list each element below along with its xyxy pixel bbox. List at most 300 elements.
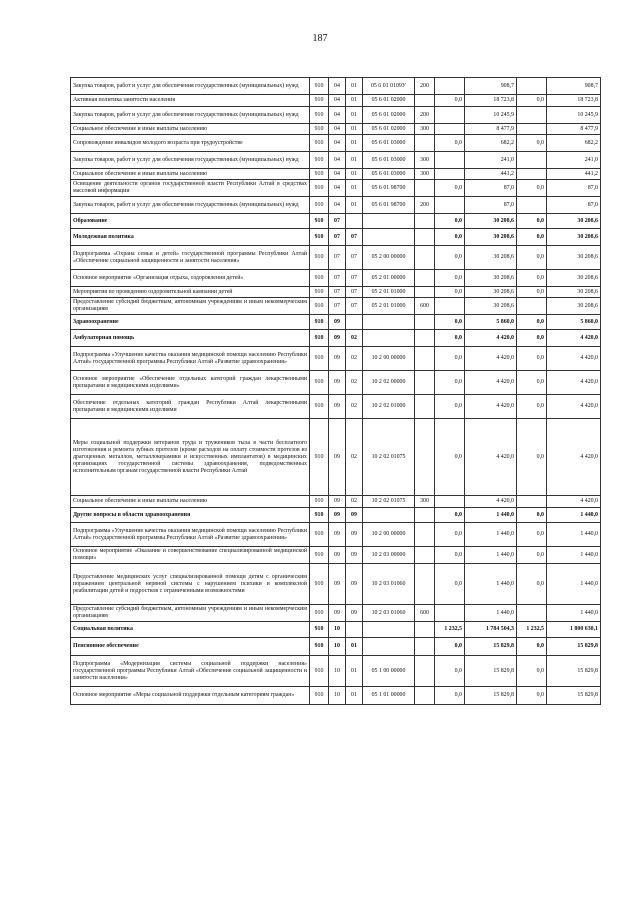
cell-csr: 05 2 01 01000 xyxy=(363,287,415,298)
cell-vr: 300 xyxy=(415,169,435,180)
cell-razdel: 04 xyxy=(329,180,346,197)
cell-name: Основное мероприятие «Оказание и совершенствование специализированной медицинской помощи» xyxy=(71,547,310,564)
cell-csr: 05 1 01 00000 xyxy=(363,687,415,705)
cell-amount-b: 1 440,0 xyxy=(465,605,517,622)
table-row xyxy=(71,229,601,246)
cell-razdel: 09 xyxy=(329,547,346,564)
cell-razdel: 04 xyxy=(329,197,346,214)
cell-name: Предоставление субсидий бюджетным, автономным учреждениям и иным некоммерческим организациям xyxy=(71,605,310,622)
cell-amount-a: 0,0 xyxy=(435,180,465,197)
cell-name: Основное мероприятие «Меры социальной поддержки отдельным категориям граждан» xyxy=(71,687,310,705)
cell-vr xyxy=(415,622,435,638)
table-row xyxy=(71,347,601,371)
table-row xyxy=(71,622,601,638)
cell-amount-total: 4 420,0 xyxy=(547,496,601,508)
cell-vr xyxy=(415,687,435,705)
cell-podrazdel: 07 xyxy=(346,229,363,246)
cell-podrazdel: 01 xyxy=(346,638,363,656)
cell-amount-total: 30 208,6 xyxy=(547,287,601,298)
cell-razdel: 04 xyxy=(329,135,346,152)
cell-vr xyxy=(415,214,435,229)
cell-name: Сопровождение инвалидов молодого возраста при трудоустройстве xyxy=(71,135,310,152)
cell-amount-b: 18 723,8 xyxy=(465,95,517,107)
cell-vr: 300 xyxy=(415,124,435,135)
cell-vr xyxy=(415,395,435,419)
cell-amount-c: 0,0 xyxy=(517,347,547,371)
cell-amount-b: 15 829,8 xyxy=(465,638,517,656)
cell-csr: 10 2 00 00000 xyxy=(363,523,415,547)
cell-amount-total: 30 208,6 xyxy=(547,214,601,229)
cell-name: Предоставление медицинских услуг специализированной помощи детям с органическим поражением центральной нервной системы с нарушением психики и комплексной реабилитации детей и подростков с ограниченными возможностями xyxy=(71,564,310,605)
table-row xyxy=(71,687,601,705)
cell-amount-a xyxy=(435,152,465,169)
cell-amount-total: 30 208,6 xyxy=(547,246,601,270)
cell-amount-b: 1 440,0 xyxy=(465,547,517,564)
cell-razdel: 10 xyxy=(329,638,346,656)
cell-amount-a xyxy=(435,107,465,124)
cell-amount-c xyxy=(517,496,547,508)
cell-amount-c xyxy=(517,197,547,214)
cell-amount-b: 682,2 xyxy=(465,135,517,152)
cell-podrazdel: 02 xyxy=(346,395,363,419)
cell-amount-b: 8 477,9 xyxy=(465,124,517,135)
cell-razdel: 07 xyxy=(329,270,346,287)
cell-amount-c: 0,0 xyxy=(517,508,547,523)
cell-ved: 910 xyxy=(310,229,329,246)
cell-csr xyxy=(363,622,415,638)
table-row xyxy=(71,315,601,330)
table-row xyxy=(71,197,601,214)
cell-amount-total: 1 440,0 xyxy=(547,547,601,564)
table-row xyxy=(71,152,601,169)
cell-amount-total: 1 440,0 xyxy=(547,605,601,622)
cell-amount-b: 10 245,9 xyxy=(465,107,517,124)
cell-name: Освещение деятельности органов государственной власти Республики Алтай в средствах массовой информации xyxy=(71,180,310,197)
cell-podrazdel: 01 xyxy=(346,656,363,687)
cell-razdel: 09 xyxy=(329,419,346,496)
cell-vr: 600 xyxy=(415,298,435,315)
table-row xyxy=(71,547,601,564)
cell-amount-b: 4 420,0 xyxy=(465,496,517,508)
cell-amount-b: 87,0 xyxy=(465,180,517,197)
cell-amount-a: 0,0 xyxy=(435,656,465,687)
cell-name: Закупка товаров, работ и услуг для обеспечения государственных (муниципальных) нужд xyxy=(71,78,310,95)
cell-podrazdel: 01 xyxy=(346,197,363,214)
cell-amount-total: 15 829,8 xyxy=(547,638,601,656)
cell-name: Закупка товаров, работ и услуг для обеспечения государственных (муниципальных) нужд xyxy=(71,197,310,214)
cell-podrazdel: 02 xyxy=(346,419,363,496)
cell-amount-a xyxy=(435,298,465,315)
cell-razdel: 04 xyxy=(329,124,346,135)
cell-vr: 300 xyxy=(415,496,435,508)
cell-ved: 910 xyxy=(310,395,329,419)
cell-csr xyxy=(363,315,415,330)
cell-amount-a: 1 232,5 xyxy=(435,622,465,638)
cell-razdel: 09 xyxy=(329,371,346,395)
cell-podrazdel: 01 xyxy=(346,687,363,705)
cell-amount-c: 0,0 xyxy=(517,95,547,107)
cell-amount-a xyxy=(435,496,465,508)
cell-ved: 910 xyxy=(310,270,329,287)
cell-ved: 910 xyxy=(310,95,329,107)
cell-amount-b: 87,0 xyxy=(465,197,517,214)
cell-razdel: 10 xyxy=(329,622,346,638)
cell-amount-c: 0,0 xyxy=(517,564,547,605)
cell-amount-c: 1 232,5 xyxy=(517,622,547,638)
cell-amount-a: 0,0 xyxy=(435,547,465,564)
table-row xyxy=(71,371,601,395)
cell-ved: 910 xyxy=(310,547,329,564)
cell-amount-b: 4 420,0 xyxy=(465,347,517,371)
cell-podrazdel xyxy=(346,622,363,638)
cell-amount-total: 1 440,0 xyxy=(547,508,601,523)
cell-amount-total: 30 208,6 xyxy=(547,298,601,315)
cell-vr xyxy=(415,564,435,605)
cell-podrazdel: 02 xyxy=(346,371,363,395)
table-row xyxy=(71,638,601,656)
cell-razdel: 04 xyxy=(329,78,346,95)
cell-vr xyxy=(415,135,435,152)
cell-amount-b: 1 440,0 xyxy=(465,508,517,523)
cell-ved: 910 xyxy=(310,169,329,180)
cell-vr xyxy=(415,656,435,687)
cell-razdel: 07 xyxy=(329,229,346,246)
cell-name: Основное мероприятие «Организация отдыха, оздоровления детей» xyxy=(71,270,310,287)
cell-name: Подпрограмма «Охрана семьи и детей» государственной программы Республики Алтай «Обеспечение социальной защищенности и занятости населения» xyxy=(71,246,310,270)
cell-vr xyxy=(415,270,435,287)
cell-razdel: 07 xyxy=(329,287,346,298)
cell-amount-b: 30 208,6 xyxy=(465,298,517,315)
cell-vr xyxy=(415,508,435,523)
cell-name: Образование xyxy=(71,214,310,229)
cell-ved: 910 xyxy=(310,124,329,135)
cell-amount-total: 8 477,9 xyxy=(547,124,601,135)
table-row xyxy=(71,78,601,95)
table-row xyxy=(71,496,601,508)
cell-amount-c xyxy=(517,605,547,622)
cell-vr xyxy=(415,547,435,564)
cell-razdel: 10 xyxy=(329,687,346,705)
cell-razdel: 09 xyxy=(329,395,346,419)
cell-podrazdel: 02 xyxy=(346,330,363,347)
cell-name: Социальное обеспечение и иные выплаты населению xyxy=(71,124,310,135)
cell-podrazdel: 07 xyxy=(346,287,363,298)
table-row xyxy=(71,605,601,622)
cell-csr: 05 2 01 00000 xyxy=(363,270,415,287)
cell-razdel: 09 xyxy=(329,605,346,622)
cell-amount-c: 0,0 xyxy=(517,246,547,270)
cell-amount-c: 0,0 xyxy=(517,547,547,564)
cell-vr xyxy=(415,330,435,347)
table-row xyxy=(71,180,601,197)
cell-amount-total: 87,0 xyxy=(547,197,601,214)
cell-amount-a: 0,0 xyxy=(435,330,465,347)
cell-amount-a: 0,0 xyxy=(435,135,465,152)
cell-csr xyxy=(363,229,415,246)
cell-amount-b: 15 829,8 xyxy=(465,687,517,705)
cell-ved: 910 xyxy=(310,180,329,197)
cell-amount-b: 1 784 504,3 xyxy=(465,622,517,638)
cell-ved: 910 xyxy=(310,246,329,270)
cell-amount-total: 1 800 630,1 xyxy=(547,622,601,638)
cell-vr: 600 xyxy=(415,605,435,622)
cell-amount-c xyxy=(517,78,547,95)
cell-amount-a xyxy=(435,78,465,95)
cell-vr xyxy=(415,371,435,395)
cell-amount-a xyxy=(435,124,465,135)
cell-amount-total: 15 829,8 xyxy=(547,687,601,705)
cell-amount-total: 10 245,9 xyxy=(547,107,601,124)
table-row xyxy=(71,107,601,124)
cell-name: Амбулаторная помощь xyxy=(71,330,310,347)
cell-amount-c: 0,0 xyxy=(517,419,547,496)
cell-razdel: 10 xyxy=(329,656,346,687)
cell-vr: 200 xyxy=(415,197,435,214)
cell-name: Обеспечение отдельных категорий граждан Республики Алтай лекарственными препаратами и медицинскими изделиями xyxy=(71,395,310,419)
cell-vr xyxy=(415,180,435,197)
cell-amount-b: 4 420,0 xyxy=(465,419,517,496)
cell-amount-b: 30 208,6 xyxy=(465,270,517,287)
cell-csr: 05 6 01 02000 xyxy=(363,95,415,107)
cell-amount-total: 5 860,0 xyxy=(547,315,601,330)
cell-amount-total: 441,2 xyxy=(547,169,601,180)
cell-csr: 10 2 02 00000 xyxy=(363,371,415,395)
cell-amount-c xyxy=(517,169,547,180)
cell-razdel: 04 xyxy=(329,107,346,124)
cell-amount-total: 682,2 xyxy=(547,135,601,152)
budget-table xyxy=(70,77,601,705)
cell-amount-b: 30 208,6 xyxy=(465,229,517,246)
table-row xyxy=(71,508,601,523)
cell-amount-c xyxy=(517,124,547,135)
cell-name: Закупка товаров, работ и услуг для обеспечения государственных (муниципальных) нужд xyxy=(71,107,310,124)
table-row xyxy=(71,214,601,229)
cell-vr xyxy=(415,315,435,330)
table-row xyxy=(71,124,601,135)
cell-amount-b: 441,2 xyxy=(465,169,517,180)
cell-razdel: 04 xyxy=(329,152,346,169)
cell-amount-c: 0,0 xyxy=(517,656,547,687)
cell-amount-total: 87,0 xyxy=(547,180,601,197)
table-row xyxy=(71,95,601,107)
cell-amount-c xyxy=(517,152,547,169)
cell-amount-b: 1 440,0 xyxy=(465,564,517,605)
page-number: 187 xyxy=(312,33,328,44)
cell-csr: 10 2 03 00000 xyxy=(363,547,415,564)
cell-ved: 910 xyxy=(310,78,329,95)
cell-amount-b: 30 208,6 xyxy=(465,214,517,229)
cell-name: Подпрограмма «Модернизация системы социальной поддержки населения» государственной программы Республики Алтай «Обеспечение социальной защищенности и занятости населения» xyxy=(71,656,310,687)
cell-amount-a: 0,0 xyxy=(435,246,465,270)
cell-amount-c: 0,0 xyxy=(517,287,547,298)
cell-amount-a: 0,0 xyxy=(435,270,465,287)
cell-amount-total: 4 420,0 xyxy=(547,330,601,347)
cell-podrazdel xyxy=(346,214,363,229)
cell-razdel: 09 xyxy=(329,496,346,508)
cell-amount-b: 15 829,8 xyxy=(465,656,517,687)
cell-ved: 910 xyxy=(310,564,329,605)
cell-ved: 910 xyxy=(310,638,329,656)
cell-podrazdel: 09 xyxy=(346,564,363,605)
cell-csr xyxy=(363,508,415,523)
cell-csr: 10 2 02 01000 xyxy=(363,395,415,419)
cell-amount-c: 0,0 xyxy=(517,330,547,347)
cell-amount-b: 30 208,6 xyxy=(465,287,517,298)
cell-ved: 910 xyxy=(310,687,329,705)
cell-amount-a xyxy=(435,605,465,622)
cell-name: Предоставление субсидий бюджетным, автономным учреждениям и иным некоммерческим организациям xyxy=(71,298,310,315)
cell-amount-b: 1 440,0 xyxy=(465,523,517,547)
cell-name: Подпрограмма «Улучшение качества оказания медицинской помощи населению Республики Алтай» государственной программы Республики Алтай «Развитие здравоохранения» xyxy=(71,347,310,371)
cell-amount-b: 30 208,6 xyxy=(465,246,517,270)
cell-amount-total: 30 208,6 xyxy=(547,229,601,246)
cell-razdel: 09 xyxy=(329,347,346,371)
table-row xyxy=(71,419,601,496)
cell-amount-a: 0,0 xyxy=(435,371,465,395)
cell-amount-b: 4 420,0 xyxy=(465,330,517,347)
cell-name: Меры социальной поддержки ветеранов труда и тружеников тыла в части бесплатного изготовления и ремонта зубных протезов (кроме расходов на оплату стоимости протезов из драгоценных металлов, металлокерамики и искусственных имплантатов) в медицинских организациях государственной системы здравоохранения, подведомственных исполнительным органам государственной власти Республики Алтай xyxy=(71,419,310,496)
cell-csr: 10 2 03 01060 xyxy=(363,564,415,605)
cell-amount-b: 4 420,0 xyxy=(465,371,517,395)
cell-vr xyxy=(415,287,435,298)
cell-csr: 05 6 01 98700 xyxy=(363,197,415,214)
cell-amount-total: 4 420,0 xyxy=(547,395,601,419)
cell-amount-a xyxy=(435,169,465,180)
table-row xyxy=(71,395,601,419)
cell-razdel: 07 xyxy=(329,298,346,315)
cell-razdel: 07 xyxy=(329,246,346,270)
cell-razdel: 04 xyxy=(329,95,346,107)
cell-amount-c: 0,0 xyxy=(517,315,547,330)
cell-vr xyxy=(415,638,435,656)
cell-vr: 200 xyxy=(415,107,435,124)
cell-amount-c: 0,0 xyxy=(517,214,547,229)
cell-podrazdel: 09 xyxy=(346,547,363,564)
cell-amount-b: 241,0 xyxy=(465,152,517,169)
cell-csr: 05 1 00 00000 xyxy=(363,656,415,687)
cell-podrazdel: 09 xyxy=(346,523,363,547)
cell-amount-a: 0,0 xyxy=(435,508,465,523)
cell-csr: 05 6 01 02000 xyxy=(363,124,415,135)
cell-amount-total: 30 208,6 xyxy=(547,270,601,287)
cell-name: Закупка товаров, работ и услуг для обеспечения государственных (муниципальных) нужд xyxy=(71,152,310,169)
cell-podrazdel: 07 xyxy=(346,270,363,287)
cell-amount-c: 0,0 xyxy=(517,523,547,547)
cell-amount-b: 5 860,0 xyxy=(465,315,517,330)
cell-amount-total: 241,0 xyxy=(547,152,601,169)
cell-name: Пенсионное обеспечение xyxy=(71,638,310,656)
cell-ved: 910 xyxy=(310,107,329,124)
cell-ved: 910 xyxy=(310,298,329,315)
cell-ved: 910 xyxy=(310,656,329,687)
cell-podrazdel xyxy=(346,315,363,330)
cell-amount-total: 4 420,0 xyxy=(547,419,601,496)
table-row xyxy=(71,656,601,687)
cell-ved: 910 xyxy=(310,371,329,395)
cell-amount-total: 4 420,0 xyxy=(547,371,601,395)
cell-amount-b: 4 420,0 xyxy=(465,395,517,419)
cell-csr xyxy=(363,214,415,229)
table-row xyxy=(71,270,601,287)
table-row xyxy=(71,298,601,315)
cell-amount-a: 0,0 xyxy=(435,395,465,419)
cell-csr: 05 6 01 03000 xyxy=(363,135,415,152)
cell-ved: 910 xyxy=(310,347,329,371)
table-row xyxy=(71,564,601,605)
cell-vr xyxy=(415,246,435,270)
cell-csr: 10 2 03 01060 xyxy=(363,605,415,622)
cell-amount-a: 0,0 xyxy=(435,638,465,656)
cell-csr: 05 6 01 0109У xyxy=(363,78,415,95)
table-row xyxy=(71,287,601,298)
cell-csr: 05 2 00 00000 xyxy=(363,246,415,270)
table-row xyxy=(71,169,601,180)
table-row xyxy=(71,523,601,547)
cell-amount-a: 0,0 xyxy=(435,564,465,605)
cell-amount-total: 1 440,0 xyxy=(547,564,601,605)
cell-amount-total: 1 440,0 xyxy=(547,523,601,547)
cell-ved: 910 xyxy=(310,419,329,496)
cell-csr xyxy=(363,638,415,656)
cell-csr: 05 6 01 02000 xyxy=(363,107,415,124)
cell-podrazdel: 01 xyxy=(346,95,363,107)
cell-razdel: 09 xyxy=(329,564,346,605)
cell-name: Активная политика занятости населения xyxy=(71,95,310,107)
table-row xyxy=(71,330,601,347)
cell-ved: 910 xyxy=(310,330,329,347)
cell-amount-a: 0,0 xyxy=(435,419,465,496)
cell-name: Другие вопросы в области здравоохранения xyxy=(71,508,310,523)
cell-amount-total: 4 420,0 xyxy=(547,347,601,371)
cell-vr xyxy=(415,523,435,547)
cell-podrazdel: 02 xyxy=(346,347,363,371)
cell-name: Подпрограмма «Улучшение качества оказания медицинской помощи населению Республики Алтай» государственной программы Республики Алтай «Развитие здравоохранения» xyxy=(71,523,310,547)
cell-ved: 910 xyxy=(310,135,329,152)
cell-amount-c: 0,0 xyxy=(517,687,547,705)
cell-ved: 910 xyxy=(310,508,329,523)
cell-ved: 910 xyxy=(310,197,329,214)
cell-name: Мероприятия по проведению оздоровительной кампании детей xyxy=(71,287,310,298)
table-row xyxy=(71,246,601,270)
cell-amount-c xyxy=(517,107,547,124)
cell-csr: 10 2 00 00000 xyxy=(363,347,415,371)
cell-amount-c: 0,0 xyxy=(517,638,547,656)
cell-vr xyxy=(415,229,435,246)
cell-amount-a: 0,0 xyxy=(435,95,465,107)
cell-ved: 910 xyxy=(310,523,329,547)
cell-razdel: 04 xyxy=(329,169,346,180)
cell-podrazdel: 01 xyxy=(346,124,363,135)
cell-vr: 200 xyxy=(415,78,435,95)
cell-razdel: 09 xyxy=(329,315,346,330)
cell-vr: 300 xyxy=(415,152,435,169)
cell-amount-a: 0,0 xyxy=(435,229,465,246)
cell-csr: 05 6 01 98700 xyxy=(363,180,415,197)
cell-podrazdel: 01 xyxy=(346,169,363,180)
cell-podrazdel: 01 xyxy=(346,107,363,124)
cell-amount-c: 0,0 xyxy=(517,135,547,152)
cell-amount-a: 0,0 xyxy=(435,214,465,229)
cell-podrazdel: 01 xyxy=(346,135,363,152)
cell-amount-a: 0,0 xyxy=(435,287,465,298)
cell-csr: 05 6 01 03000 xyxy=(363,169,415,180)
cell-razdel: 09 xyxy=(329,508,346,523)
cell-vr xyxy=(415,419,435,496)
cell-name: Социальное обеспечение и иные выплаты населению xyxy=(71,169,310,180)
cell-podrazdel: 09 xyxy=(346,508,363,523)
cell-amount-total: 908,7 xyxy=(547,78,601,95)
cell-amount-total: 15 829,8 xyxy=(547,656,601,687)
